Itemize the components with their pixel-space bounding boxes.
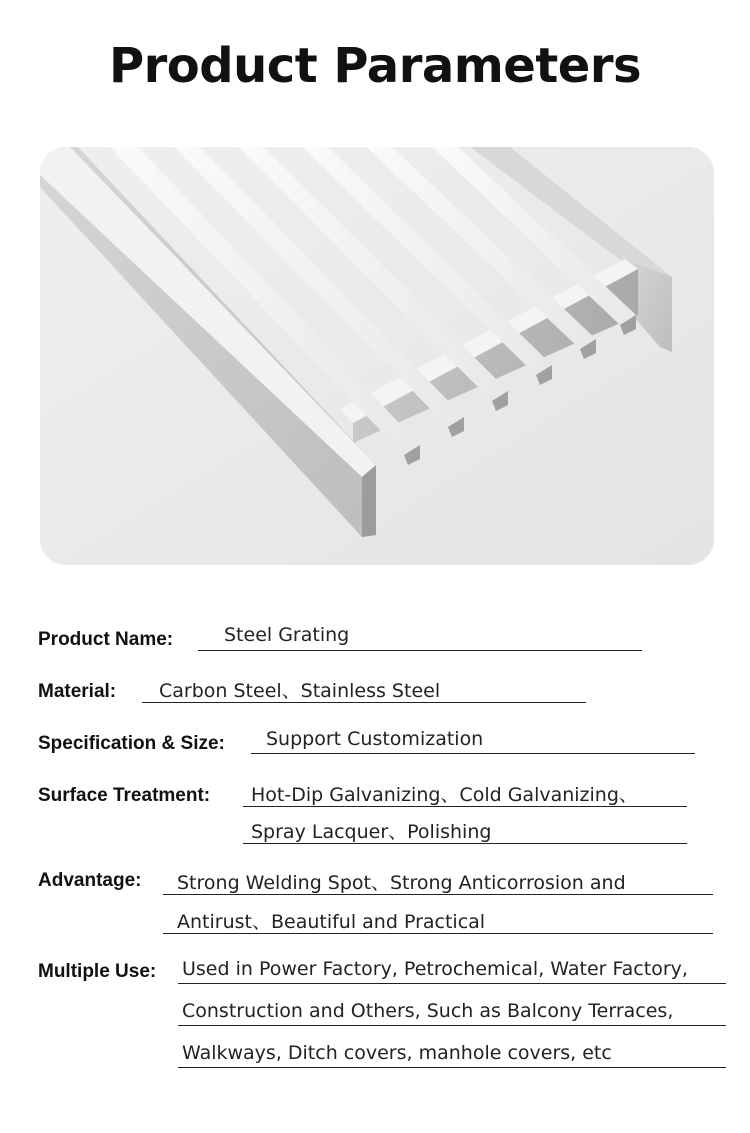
surface-value-line-1: Hot-Dip Galvanizing、Cold Galvanizing、 (251, 784, 638, 806)
surface-treatment-label: Surface Treatment: (38, 785, 211, 806)
material-value: Carbon Steel、Stainless Steel (159, 680, 441, 702)
product-name-label: Product Name: (38, 629, 174, 650)
page-title: Product Parameters (108, 38, 642, 94)
surface-value-line-2: Spray Lacquer、Polishing (251, 821, 492, 843)
spec-size-value: Support Customization (266, 728, 484, 750)
product-name-value: Steel Grating (224, 624, 350, 646)
multiple-use-value-line-3: Walkways, Ditch covers, manhole covers, etc (182, 1042, 612, 1064)
steel-grating-image (40, 147, 714, 565)
material-label: Material: (38, 681, 117, 702)
steel-grating-drawing (40, 147, 714, 565)
advantage-value-line-2: Antirust、Beautiful and Practical (177, 911, 486, 933)
multiple-use-value-line-2: Construction and Others, Such as Balcony Terraces, (182, 1000, 674, 1022)
multiple-use-label: Multiple Use: (38, 961, 157, 982)
advantage-value-line-1: Strong Welding Spot、Strong Anticorrosion and (177, 872, 626, 894)
spec-size-label: Specification & Size: (38, 733, 225, 754)
multiple-use-value-line-1: Used in Power Factory, Petrochemical, Water Factory, (182, 958, 688, 980)
advantage-label: Advantage: (38, 870, 142, 891)
